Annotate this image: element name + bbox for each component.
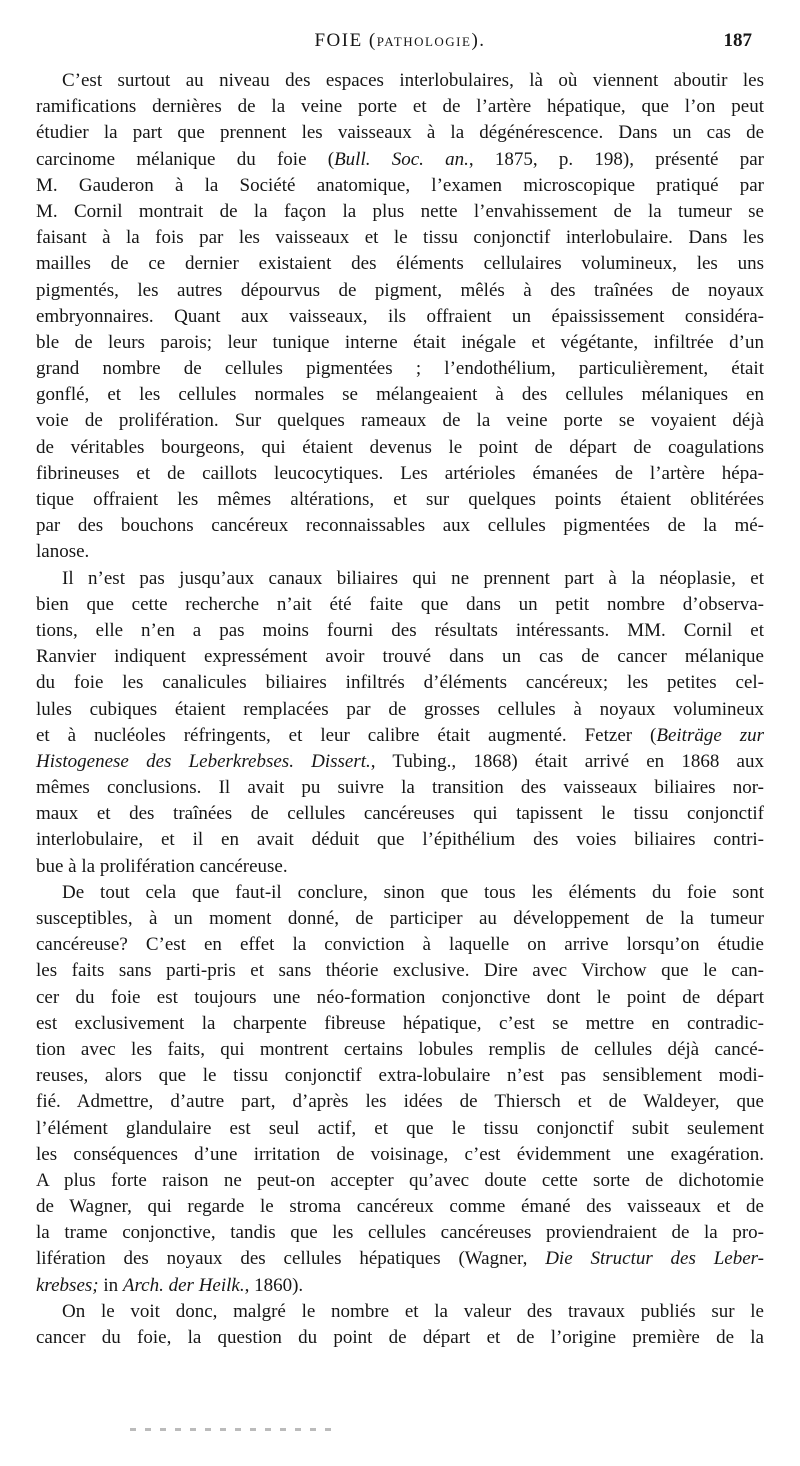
text-segment: De tout cela que faut-il conclure, sinon que tous les éléments du foie sont [62,881,764,903]
text-segment: lules cubiques étaient remplacées par de grosses cellules à noyaux volumineux [36,698,764,720]
text-segment: bue à la prolifération cancéreuse. [36,855,288,877]
footer-smudge [130,1428,340,1431]
text-line [36,1037,764,1063]
text-segment: les conséquences d’une irritation de voisinage, c’est évidemment une exagération. [36,1143,764,1165]
text-segment: C’est surtout au niveau des espaces interlobulaires, là où viennent aboutir les [62,70,764,91]
text-line [36,408,764,434]
text-line [36,199,764,225]
running-title-close: ). [471,30,486,51]
text-segment: carcinome mélanique du foie ( [36,148,335,170]
text-line [36,539,764,565]
text-segment: de Wagner, qui regarde le stroma cancéreux comme émané des vaisseaux et de [36,1196,764,1218]
text-segment: Ranvier indiquent expressément avoir trouvé dans un cas de cancer mélanique [36,646,764,668]
text-segment: du foie les canalicules biliaires infiltrés d’éléments cancéreux; les petites cel- [36,672,764,694]
text-line [36,1299,764,1325]
text-line [36,958,764,984]
text-segment: gonflé, et les cellules normales se mélangeaient à des cellules mélaniques en [36,384,764,406]
text-line [36,1011,764,1037]
text-segment: in [98,1274,123,1296]
italic-segment: Arch. der Heilk. [122,1274,245,1296]
text-segment: susceptibles, à un moment donné, de participer au développement de la tumeur [36,908,764,929]
text-segment: , 1875, p. 198), présenté par [468,148,764,170]
text-segment: bien que cette recherche n’ait été faite que dans un petit nombre d’observa- [36,593,764,615]
text-line [36,1089,764,1115]
text-segment: cancer du foie, la question du point de départ et de l’origine première de la [36,1327,764,1348]
text-segment: voie de prolifération. Sur quelques rameaux de la veine porte se voyaient déjà [36,410,764,432]
running-title [36,30,764,52]
text-line [36,985,764,1011]
text-segment: les faits sans parti-pris et sans théorie exclusive. Dire avec Virchow que le can- [36,960,764,982]
text-line [36,435,764,461]
text-segment: fié. Admettre, d’autre part, d’après les idées de Thiersch et de Waldeyer, que [36,1091,764,1113]
text-line [36,1325,764,1351]
text-segment: et à nucléoles réfringents, et leur calibre était augmenté. Fetzer ( [36,724,657,746]
page-number: 187 [723,30,752,51]
italic-segment: krebses; [36,1274,99,1296]
text-line [36,330,764,356]
text-line [36,68,764,94]
text-line [36,1168,764,1194]
text-line [36,906,764,932]
text-line [36,120,764,146]
italic-segment: Beiträge zur [656,724,764,746]
text-segment: M. Cornil montrait de la façon la plus nette l’envahissement de la tumeur se [36,200,764,222]
text-line [36,618,764,644]
text-line [36,461,764,487]
running-title-subtitle: PATHOLOGIE [376,34,472,49]
italic-segment: Bull. Soc. an. [334,148,469,170]
text-line [36,775,764,801]
text-line [36,749,764,775]
text-line [36,827,764,853]
text-line [36,1116,764,1142]
text-line [36,278,764,304]
text-segment: fibrineuses et de caillots leucocytiques. Les artérioles émanées de l’artère hépa- [36,462,764,484]
text-line [36,854,764,880]
text-segment: ble de leurs parois; leur tunique interne était inégale et végétante, infiltrée d’un [36,331,764,353]
text-segment: lanose. [36,541,90,563]
text-segment: reuses, alors que le tissu conjonctif extra-lobulaire n’est pas sensiblement modi- [36,1065,764,1087]
text-segment: grand nombre de cellules pigmentées ; l’endothélium, particulièrement, était [36,358,764,380]
running-title-main: FOIE ( [314,30,377,51]
text-line [36,1220,764,1246]
text-line [36,670,764,696]
text-line [36,1194,764,1220]
text-line [36,382,764,408]
text-segment: interlobulaire, et il en avait déduit que l’épithélium des voies biliaires contri- [36,829,764,851]
text-segment: tique offraient les mêmes altérations, et sur quelques points étaient oblitérées [36,489,764,510]
text-segment: l’élément glandulaire est seul actif, et que le tissu conjonctif subit seulement [36,1117,764,1139]
text-line [36,801,764,827]
text-line [36,697,764,723]
text-line [36,147,764,173]
text-line [36,304,764,330]
text-line [36,251,764,277]
text-line [36,1063,764,1089]
text-line [36,880,764,906]
italic-segment: Die Structur des Leber- [545,1248,764,1270]
text-line [36,356,764,382]
text-segment: M. Gauderon à la Société anatomique, l’examen microscopique pratiqué par [36,174,764,196]
text-line [36,723,764,749]
text-segment: ramifications dernières de la veine porte et de l’artère hépatique, que l’on peut [36,96,764,118]
text-segment: , Tubing., 1868) était arrivé en 1868 aux [370,750,764,772]
text-segment: cancéreuse? C’est en effet la conviction à laquelle on arrive lorsqu’on étudie [36,934,764,956]
text-segment: A plus forte raison ne peut-on accepter qu’avec doute cette sorte de dichotomie [36,1169,764,1191]
text-segment: maux et des traînées de cellules cancéreuses qui tapissent le tissu conjonctif [36,803,764,825]
text-line [36,644,764,670]
text-segment: de véritables bourgeons, qui étaient devenus le point de départ de coagulations [36,436,764,458]
text-segment: est exclusivement la charpente fibreuse hépatique, c’est se mettre en contradic- [36,1012,764,1034]
text-line [36,932,764,958]
text-segment: faisant à la fois par les vaisseaux et le tissu conjonctif interlobulaire. Dans les [36,227,764,249]
text-segment: pigmentés, les autres dépourvus de pigment, mêlés à des traînées de noyaux [36,279,764,301]
text-line [36,566,764,592]
text-segment: la trame conjonctive, tandis que les cellules cancéreuses proviendraient de la pro- [36,1222,764,1244]
text-line [36,1273,764,1299]
text-segment: tions, elle n’en a pas moins fourni des résultats intéressants. MM. Cornil et [36,619,764,641]
text-segment: tion avec les faits, qui montrent certains lobules remplis de cellules déjà cancé- [36,1038,764,1060]
text-segment: mailles de ce dernier existaient des éléments cellulaires volumineux, les uns [36,253,764,275]
page-header [36,30,764,60]
text-segment: cer du foie est toujours une néo-formation conjonctive dont le point de départ [36,986,764,1008]
text-line [36,513,764,539]
text-line [36,592,764,618]
text-line [36,487,764,513]
text-segment: lifération des noyaux des cellules hépatiques (Wagner, [36,1248,546,1270]
text-segment: étudier la part que prennent les vaisseaux à la dégénérescence. Dans un cas de [36,122,764,144]
text-line [36,1142,764,1168]
text-segment: embryonnaires. Quant aux vaisseaux, ils offraient un épaississement considéra- [36,305,764,327]
body-text [36,68,764,1351]
text-segment: , 1860). [244,1274,304,1296]
text-segment: On le voit donc, malgré le nombre et la valeur des travaux publiés sur le [62,1300,764,1322]
text-line [36,1246,764,1272]
text-line [36,94,764,120]
text-line [36,225,764,251]
text-segment: mêmes conclusions. Il avait pu suivre la transition des vaisseaux biliaires nor- [36,777,764,799]
italic-segment: Histogenese des Leberkrebses. Dissert. [36,750,371,772]
text-line [36,173,764,199]
text-segment: Il n’est pas jusqu’aux canaux biliaires qui ne prennent part à la néoplasie, et [62,567,764,589]
text-segment: par des bouchons cancéreux reconnaissables aux cellules pigmentées de la mé- [36,515,764,537]
